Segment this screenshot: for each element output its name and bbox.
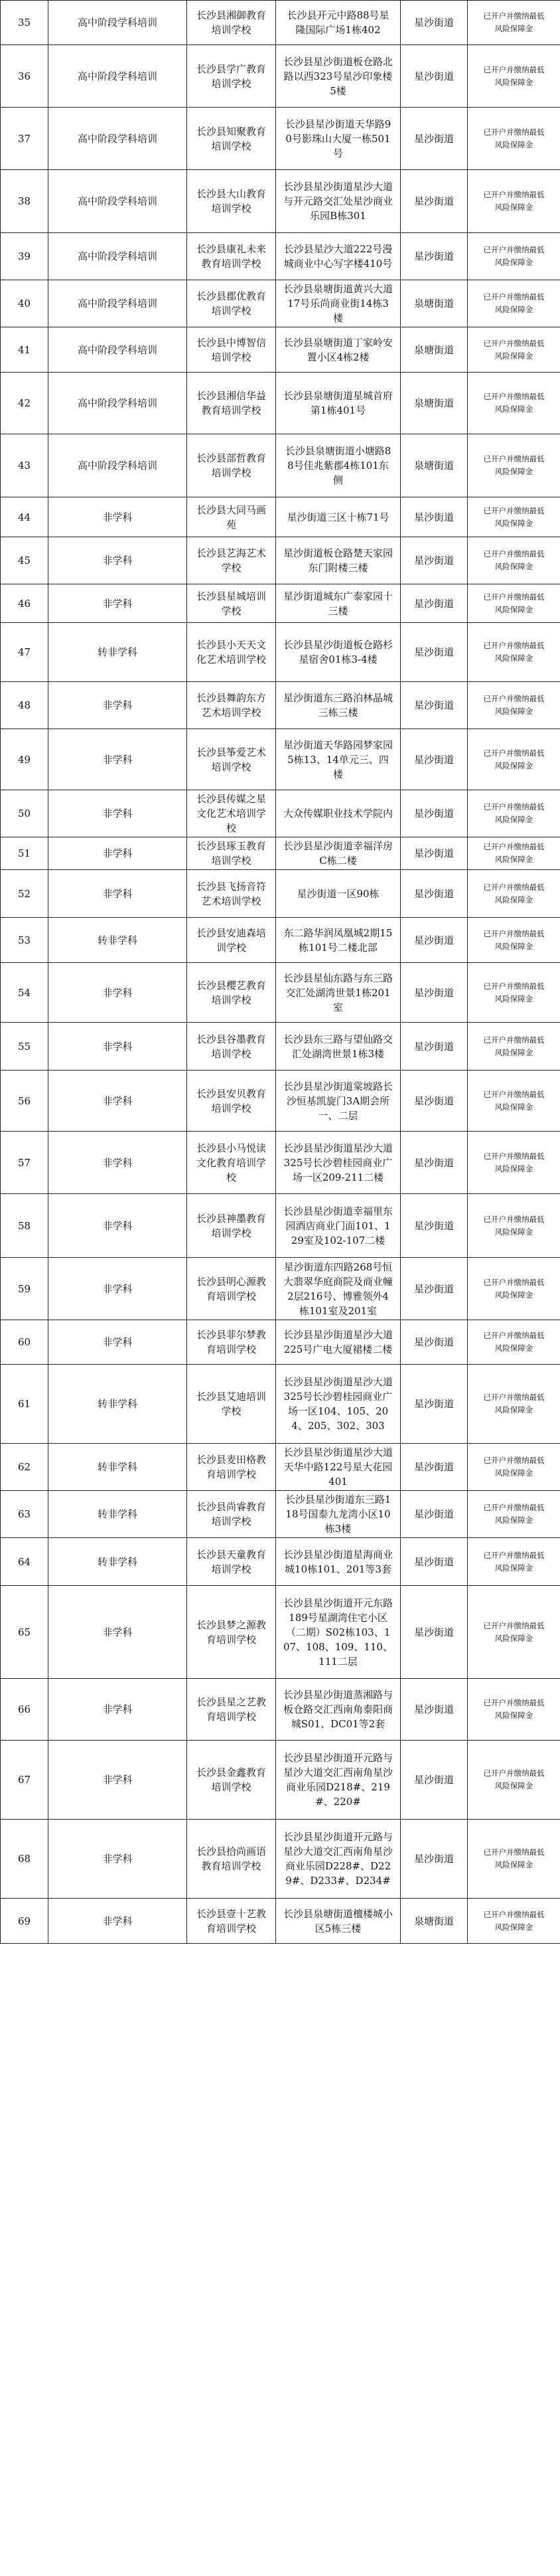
street-cell: 泉塘街道: [401, 280, 468, 327]
category-cell: 非学科: [48, 537, 187, 584]
status-cell: 已开户并缴纳最低风险保障金: [468, 1491, 560, 1538]
school-address: 长沙县泉塘街道黄兴大道17号乐尚商业街14栋3楼: [276, 280, 401, 327]
category-cell: 转非学科: [48, 1491, 187, 1538]
status-cell: 已开户并缴纳最低风险保障金: [468, 790, 560, 837]
street-cell: 星沙街道: [401, 1320, 468, 1365]
school-address: 长沙县星沙大道222号漫城商业中心写字楼410号: [276, 233, 401, 280]
category-cell: 非学科: [48, 1023, 187, 1071]
status-cell: 已开户并缴纳最低风险保障金: [468, 108, 560, 170]
status-cell: 已开户并缴纳最低风险保障金: [468, 1320, 560, 1365]
school-address: 大众传媒职业技术学院内: [276, 790, 401, 837]
status-cell: 已开户并缴纳最低风险保障金: [468, 1258, 560, 1320]
category-cell: 非学科: [48, 1132, 187, 1194]
table-row: [1, 537, 560, 584]
table-row: [1, 870, 560, 918]
school-name: 长沙县部哲教育培训学校: [187, 434, 276, 497]
status-cell: 已开户并缴纳最低风险保障金: [468, 1194, 560, 1258]
street-cell: 星沙街道: [401, 1258, 468, 1320]
table-row: [1, 233, 560, 280]
school-name: 长沙县拾尚画语教育培训学校: [187, 1820, 276, 1899]
street-cell: 星沙街道: [401, 729, 468, 790]
street-cell: 星沙街道: [401, 870, 468, 918]
category-cell: 非学科: [48, 837, 187, 870]
street-cell: 星沙街道: [401, 1, 468, 45]
row-number: 60: [1, 1320, 48, 1365]
status-cell: 已开户并缴纳最低风险保障金: [468, 623, 560, 682]
status-cell: 已开户并缴纳最低风险保障金: [468, 1444, 560, 1491]
school-address: 长沙县开元中路88号星隆国际广场1栋402: [276, 1, 401, 45]
status-cell: 已开户并缴纳最低风险保障金: [468, 280, 560, 327]
table-row: [1, 682, 560, 729]
status-cell: 已开户并缴纳最低风险保障金: [468, 682, 560, 729]
street-cell: 星沙街道: [401, 170, 468, 233]
street-cell: 星沙街道: [401, 1586, 468, 1679]
school-address: 长沙县星仙东路与东三路交汇处湖湾世景1栋201室: [276, 963, 401, 1023]
category-cell: 非学科: [48, 729, 187, 790]
table-row: [1, 373, 560, 434]
street-cell: 星沙街道: [401, 1365, 468, 1444]
school-name: 长沙县麦田格教育培训学校: [187, 1444, 276, 1491]
row-number: 45: [1, 537, 48, 584]
category-cell: 转非学科: [48, 1538, 187, 1586]
table-body: [1, 1, 560, 1944]
row-number: 54: [1, 963, 48, 1023]
street-cell: 星沙街道: [401, 233, 468, 280]
school-address: 长沙县泉塘街道星城首府第1栋401号: [276, 373, 401, 434]
status-cell: 已开户并缴纳最低风险保障金: [468, 1023, 560, 1071]
school-name: 长沙县小马悦读文化教育培训学校: [187, 1132, 276, 1194]
school-address: 长沙县星沙街道星沙大道225号广电大厦裙楼二楼: [276, 1320, 401, 1365]
table-row: [1, 434, 560, 497]
table-row: [1, 837, 560, 870]
category-cell: 转非学科: [48, 1444, 187, 1491]
category-cell: 转非学科: [48, 918, 187, 963]
school-address: 星沙街道天华路园梦家园5栋13、14单元三、四楼: [276, 729, 401, 790]
row-number: 63: [1, 1491, 48, 1538]
school-address: 长沙县星沙街道星沙大道325号长沙碧桂园商业广场一区104、105、204、205、302、303: [276, 1365, 401, 1444]
status-cell: 已开户并缴纳最低风险保障金: [468, 963, 560, 1023]
row-number: 59: [1, 1258, 48, 1320]
school-address: 星沙街道三区十栋71号: [276, 497, 401, 537]
table-row: [1, 584, 560, 623]
street-cell: 泉塘街道: [401, 1899, 468, 1944]
table-row: [1, 1365, 560, 1444]
row-number: 42: [1, 373, 48, 434]
school-address: 长沙县星沙街道蒸湘路与板仓路交汇西南角泰阳商城S01、DC01等2套: [276, 1679, 401, 1741]
table-row: [1, 1, 560, 45]
row-number: 50: [1, 790, 48, 837]
street-cell: 星沙街道: [401, 1741, 468, 1820]
school-address: 星沙街道一区90栋: [276, 870, 401, 918]
category-cell: 非学科: [48, 1741, 187, 1820]
street-cell: 泉塘街道: [401, 373, 468, 434]
row-number: 53: [1, 918, 48, 963]
street-cell: 泉塘街道: [401, 327, 468, 373]
status-cell: 已开户并缴纳最低风险保障金: [468, 1586, 560, 1679]
category-cell: 非学科: [48, 1194, 187, 1258]
street-cell: 星沙街道: [401, 1491, 468, 1538]
row-number: 41: [1, 327, 48, 373]
status-cell: 已开户并缴纳最低风险保障金: [468, 837, 560, 870]
table-row: [1, 1491, 560, 1538]
table-row: [1, 1194, 560, 1258]
school-name: 长沙县神墨教育培训学校: [187, 1194, 276, 1258]
street-cell: 星沙街道: [401, 918, 468, 963]
street-cell: 星沙街道: [401, 1132, 468, 1194]
category-cell: 转非学科: [48, 623, 187, 682]
row-number: 44: [1, 497, 48, 537]
category-cell: 非学科: [48, 1071, 187, 1132]
school-address: 长沙县星沙街道板仓路杉星宿舍01栋3-4楼: [276, 623, 401, 682]
street-cell: 星沙街道: [401, 108, 468, 170]
school-address: 长沙县星沙街道星沙大道天华中路122号星大花园401: [276, 1444, 401, 1491]
row-number: 62: [1, 1444, 48, 1491]
category-cell: 非学科: [48, 1899, 187, 1944]
school-address: 长沙县东三路与望仙路交汇处湖湾世景1栋3楼: [276, 1023, 401, 1071]
school-address: 长沙县星沙街道幸福洋房C栋二楼: [276, 837, 401, 870]
school-address: 长沙县星沙街道星海商业城10栋101、201等3套: [276, 1538, 401, 1586]
school-name: 长沙县安贝教育培训学校: [187, 1071, 276, 1132]
school-name: 长沙县中博智信培训学校: [187, 327, 276, 373]
school-name: 长沙县梦之源教育培训学校: [187, 1586, 276, 1679]
school-address: 长沙县星沙街道棠坡路长沙恒基凯旋门3A期会所一、二层: [276, 1071, 401, 1132]
school-name: 长沙县湘信华益教育培训学校: [187, 373, 276, 434]
status-cell: 已开户并缴纳最低风险保障金: [468, 434, 560, 497]
table-row: [1, 1538, 560, 1586]
category-cell: 高中阶段学科培训: [48, 327, 187, 373]
row-number: 36: [1, 45, 48, 108]
row-number: 52: [1, 870, 48, 918]
school-address: 长沙县星沙街道开元东路189号星湖湾住宅小区（二期）S02栋103、107、108、109、110、111二层: [276, 1586, 401, 1679]
street-cell: 星沙街道: [401, 623, 468, 682]
table-row: [1, 1679, 560, 1741]
school-address: 长沙县泉塘街道檀楼城小区5栋三楼: [276, 1899, 401, 1944]
school-name: 长沙县知聚教育培训学校: [187, 108, 276, 170]
school-name: 长沙县壹十艺教育培训学校: [187, 1899, 276, 1944]
category-cell: 非学科: [48, 870, 187, 918]
status-cell: 已开户并缴纳最低风险保障金: [468, 870, 560, 918]
row-number: 51: [1, 837, 48, 870]
street-cell: 星沙街道: [401, 1679, 468, 1741]
table-row: [1, 1741, 560, 1820]
row-number: 58: [1, 1194, 48, 1258]
school-address: 星沙街道板仓路楚天家园东门附楼三楼: [276, 537, 401, 584]
category-cell: 高中阶段学科培训: [48, 170, 187, 233]
school-address: 长沙县泉塘街道丁家岭安置小区4栋2楼: [276, 327, 401, 373]
table-row: [1, 1444, 560, 1491]
status-cell: 已开户并缴纳最低风险保障金: [468, 1071, 560, 1132]
street-cell: 星沙街道: [401, 1538, 468, 1586]
school-name: 长沙县琢玉教育培训学校: [187, 837, 276, 870]
status-cell: 已开户并缴纳最低风险保障金: [468, 170, 560, 233]
category-cell: 非学科: [48, 682, 187, 729]
school-name: 长沙县明心源教育培训学校: [187, 1258, 276, 1320]
row-number: 55: [1, 1023, 48, 1071]
status-cell: 已开户并缴纳最低风险保障金: [468, 537, 560, 584]
school-name: 长沙县学广教育培训学校: [187, 45, 276, 108]
status-cell: 已开户并缴纳最低风险保障金: [468, 1, 560, 45]
school-name: 长沙县湘御教育培训学校: [187, 1, 276, 45]
table-row: [1, 729, 560, 790]
school-name: 长沙县康礼未来教育培训学校: [187, 233, 276, 280]
table-row: [1, 918, 560, 963]
category-cell: 高中阶段学科培训: [48, 373, 187, 434]
category-cell: 非学科: [48, 1320, 187, 1365]
status-cell: 已开户并缴纳最低风险保障金: [468, 45, 560, 108]
status-cell: 已开户并缴纳最低风险保障金: [468, 729, 560, 790]
school-name: 长沙县樱艺教育培训学校: [187, 963, 276, 1023]
street-cell: 星沙街道: [401, 837, 468, 870]
table-row: [1, 1071, 560, 1132]
table-row: [1, 280, 560, 327]
row-number: 35: [1, 1, 48, 45]
category-cell: 非学科: [48, 584, 187, 623]
category-cell: 高中阶段学科培训: [48, 233, 187, 280]
table-row: [1, 108, 560, 170]
table-row: [1, 1586, 560, 1679]
category-cell: 非学科: [48, 963, 187, 1023]
status-cell: 已开户并缴纳最低风险保障金: [468, 327, 560, 373]
street-cell: 星沙街道: [401, 537, 468, 584]
row-number: 57: [1, 1132, 48, 1194]
row-number: 46: [1, 584, 48, 623]
row-number: 47: [1, 623, 48, 682]
category-cell: 转非学科: [48, 1365, 187, 1444]
row-number: 66: [1, 1679, 48, 1741]
school-name: 长沙县传媒之星文化艺术培训学校: [187, 790, 276, 837]
table-row: [1, 1820, 560, 1899]
status-cell: 已开户并缴纳最低风险保障金: [468, 1679, 560, 1741]
row-number: 43: [1, 434, 48, 497]
street-cell: 星沙街道: [401, 584, 468, 623]
school-name: 长沙县艺海艺术学校: [187, 537, 276, 584]
school-address: 长沙县星沙街道板仓路北路以西323号星沙印象楼5楼: [276, 45, 401, 108]
row-number: 37: [1, 108, 48, 170]
school-name: 长沙县舞韵东方艺术培训学校: [187, 682, 276, 729]
table-row: [1, 790, 560, 837]
school-name: 长沙县飞扬音符艺术培训学校: [187, 870, 276, 918]
school-name: 长沙县大同马画苑: [187, 497, 276, 537]
school-address: 长沙县泉塘街道小塘路88号佳兆紫郡4栋101东侧: [276, 434, 401, 497]
table-row: [1, 327, 560, 373]
school-address: 星沙街道东三路泊林晶城三栋三楼: [276, 682, 401, 729]
school-address: 长沙县星沙街道星沙大道325号长沙碧桂园商业广场一区209-211二楼: [276, 1132, 401, 1194]
street-cell: 星沙街道: [401, 1820, 468, 1899]
category-cell: 高中阶段学科培训: [48, 1, 187, 45]
street-cell: 星沙街道: [401, 682, 468, 729]
street-cell: 星沙街道: [401, 45, 468, 108]
table-row: [1, 497, 560, 537]
row-number: 49: [1, 729, 48, 790]
school-name: 长沙县星城培训学校: [187, 584, 276, 623]
table-row: [1, 1899, 560, 1944]
street-cell: 星沙街道: [401, 963, 468, 1023]
row-number: 39: [1, 233, 48, 280]
school-name: 长沙县郡优教育培训学校: [187, 280, 276, 327]
school-address: 长沙县星沙街道星沙大道与开元路交汇处星沙商业乐园B栋301: [276, 170, 401, 233]
school-name: 长沙县小天天文化艺术培训学校: [187, 623, 276, 682]
row-number: 67: [1, 1741, 48, 1820]
row-number: 64: [1, 1538, 48, 1586]
school-name: 长沙县艾迪培训学校: [187, 1365, 276, 1444]
status-cell: 已开户并缴纳最低风险保障金: [468, 233, 560, 280]
table-row: [1, 1258, 560, 1320]
school-address: 长沙县星沙街道开元路与星沙大道交汇西南角星沙商业乐园D228#、D229#、D233#、D234#: [276, 1820, 401, 1899]
category-cell: 非学科: [48, 1586, 187, 1679]
category-cell: 高中阶段学科培训: [48, 280, 187, 327]
status-cell: 已开户并缴纳最低风险保障金: [468, 584, 560, 623]
table-row: [1, 170, 560, 233]
category-cell: 非学科: [48, 497, 187, 537]
table-row: [1, 45, 560, 108]
status-cell: 已开户并缴纳最低风险保障金: [468, 373, 560, 434]
school-address: 星沙街道东四路268号恒大翡翠华庭商院及商业幢2层216号、博雅领外4栋101室及201室: [276, 1258, 401, 1320]
category-cell: 非学科: [48, 1820, 187, 1899]
school-address: 长沙县星沙街道开元路与星沙大道交汇西南角星沙商业乐园D218#、219#、220#: [276, 1741, 401, 1820]
school-name: 长沙县谷墨教育培训学校: [187, 1023, 276, 1071]
school-address: 星沙街道城东广泰家园十三楼: [276, 584, 401, 623]
category-cell: 高中阶段学科培训: [48, 108, 187, 170]
school-address: 长沙县星沙街道幸福里东园酒店商业门面101、129室及102-107二楼: [276, 1194, 401, 1258]
category-cell: 高中阶段学科培训: [48, 45, 187, 108]
status-cell: 已开户并缴纳最低风险保障金: [468, 918, 560, 963]
row-number: 38: [1, 170, 48, 233]
street-cell: 星沙街道: [401, 790, 468, 837]
street-cell: 星沙街道: [401, 1023, 468, 1071]
school-name: 长沙县金鑫教育培训学校: [187, 1741, 276, 1820]
table-row: [1, 1320, 560, 1365]
school-name: 长沙县筝爱艺术培训学校: [187, 729, 276, 790]
row-number: 56: [1, 1071, 48, 1132]
school-name: 长沙县菲尔梦教育培训学校: [187, 1320, 276, 1365]
category-cell: 高中阶段学科培训: [48, 434, 187, 497]
status-cell: 已开户并缴纳最低风险保障金: [468, 1899, 560, 1944]
table-row: [1, 963, 560, 1023]
category-cell: 非学科: [48, 1679, 187, 1741]
school-name: 长沙县大山教育培训学校: [187, 170, 276, 233]
street-cell: 星沙街道: [401, 1194, 468, 1258]
category-cell: 非学科: [48, 1258, 187, 1320]
row-number: 65: [1, 1586, 48, 1679]
school-name: 长沙县星之艺教育培训学校: [187, 1679, 276, 1741]
table-row: [1, 1023, 560, 1071]
school-name: 长沙县安迪森培训学校: [187, 918, 276, 963]
street-cell: 星沙街道: [401, 1444, 468, 1491]
row-number: 61: [1, 1365, 48, 1444]
status-cell: 已开户并缴纳最低风险保障金: [468, 497, 560, 537]
status-cell: 已开户并缴纳最低风险保障金: [468, 1741, 560, 1820]
status-cell: 已开户并缴纳最低风险保障金: [468, 1820, 560, 1899]
status-cell: 已开户并缴纳最低风险保障金: [468, 1538, 560, 1586]
status-cell: 已开户并缴纳最低风险保障金: [468, 1365, 560, 1444]
row-number: 40: [1, 280, 48, 327]
row-number: 48: [1, 682, 48, 729]
row-number: 69: [1, 1899, 48, 1944]
street-cell: 星沙街道: [401, 497, 468, 537]
category-cell: 非学科: [48, 790, 187, 837]
school-address: 长沙县星沙街道东三路118号国泰九龙湾小区10栋3楼: [276, 1491, 401, 1538]
table-row: [1, 1132, 560, 1194]
school-address: 长沙县星沙街道天华路90号影珠山大厦一栋501号: [276, 108, 401, 170]
row-number: 68: [1, 1820, 48, 1899]
table-row: [1, 623, 560, 682]
status-cell: 已开户并缴纳最低风险保障金: [468, 1132, 560, 1194]
street-cell: 星沙街道: [401, 1071, 468, 1132]
school-address: 东二路华润凤凰城2期15栋101号二楼北部: [276, 918, 401, 963]
school-name: 长沙县尚睿教育培训学校: [187, 1491, 276, 1538]
street-cell: 泉塘街道: [401, 434, 468, 497]
school-name: 长沙县天童教育培训学校: [187, 1538, 276, 1586]
